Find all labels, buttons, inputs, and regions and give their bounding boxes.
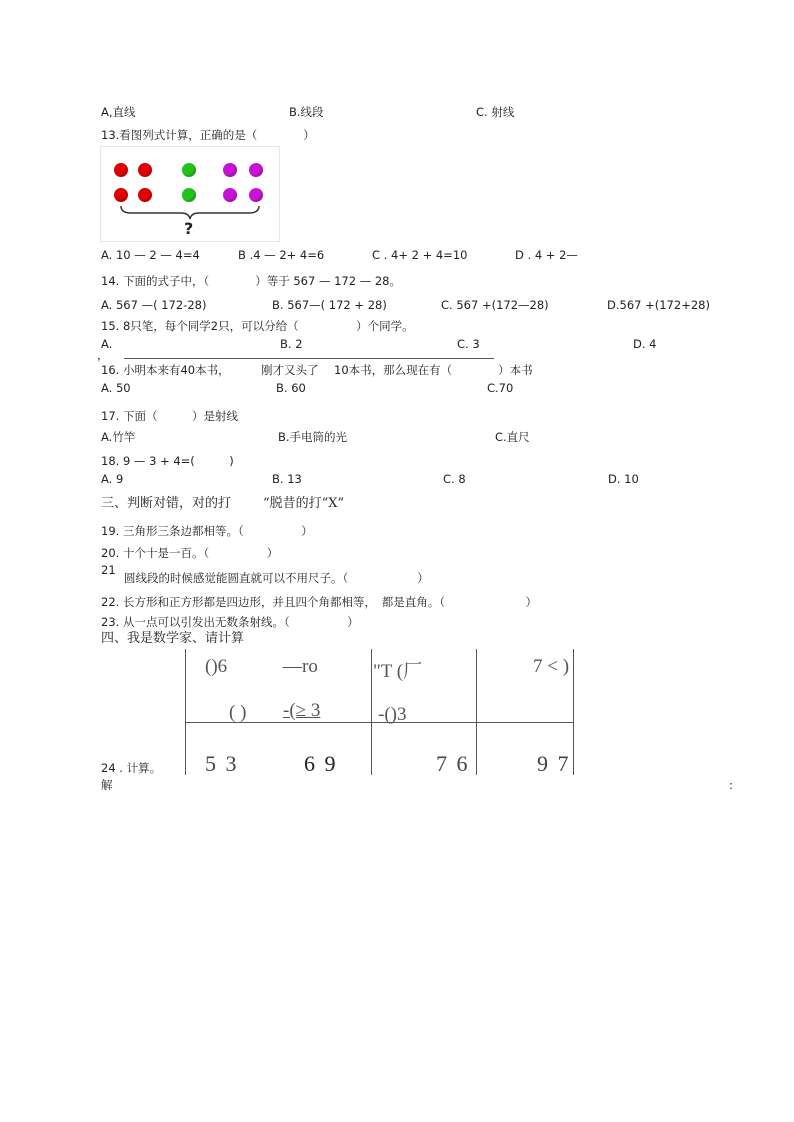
calc-cell: 7 6	[436, 751, 470, 776]
q13-stem: 13.看图列式计算，正确的是（ ）	[101, 128, 315, 142]
q15-option-d: D. 4	[633, 337, 657, 351]
grid-vertical-line	[185, 649, 186, 775]
q24-colon: :	[729, 778, 733, 792]
q17-stem: 17. 下面（ ）是射线	[101, 409, 238, 423]
q16-option-c: C.70	[487, 381, 514, 395]
grid-vertical-line	[573, 649, 574, 775]
q15-comma: ，	[97, 348, 109, 362]
q12-option-c: C. 射线	[476, 105, 515, 119]
purple-dot	[249, 188, 263, 202]
q16-stem-part1: 16. 小明本来有40本书，	[101, 363, 230, 377]
purple-dot	[249, 163, 263, 177]
q18-option-a: A. 9	[101, 472, 124, 486]
purple-dot	[223, 163, 237, 177]
q14-option-b: B. 567—( 172 + 28)	[272, 298, 387, 312]
q18-option-d: D. 10	[608, 472, 639, 486]
q18-option-c: C. 8	[443, 472, 466, 486]
q18-option-b: B. 13	[272, 472, 302, 486]
figure-question-mark: ?	[184, 219, 194, 238]
q21-text: 圆线段的时候感觉能圆直就可以不用尺子。（ ）	[124, 571, 429, 585]
q16-option-b: B. 60	[276, 381, 306, 395]
q13-option-c: C . 4+ 2 + 4=10	[372, 248, 468, 262]
q19: 19. 三角形三条边都相等。（ ）	[101, 524, 313, 538]
q16-option-a: A. 50	[101, 381, 131, 395]
q16-stem-part3: 10本书，那么现在有（ ）本书	[334, 363, 533, 377]
red-dot	[114, 163, 128, 177]
calc-cell: 9 7	[537, 751, 571, 776]
q13-option-a: A. 10 — 2 — 4=4	[101, 248, 200, 262]
green-dot	[182, 188, 196, 202]
q15-underline	[124, 358, 494, 359]
calc-cell: 5 3	[205, 751, 239, 776]
q15-option-b: B. 2	[280, 337, 303, 351]
q13-option-b: B .4 — 2+ 4=6	[238, 248, 325, 262]
q16-stem-part2: 刚才又头了	[261, 363, 319, 377]
green-dot	[182, 163, 196, 177]
q14-option-c: C. 567 +(172—28)	[441, 298, 549, 312]
section3-title-suffix: “脱昔的打“X”	[263, 496, 345, 511]
q17-option-c: C.直尺	[495, 430, 530, 444]
grid-vertical-line	[476, 649, 477, 775]
calc-cell: 6 9	[304, 751, 338, 776]
q17-option-a: A.竹竿	[101, 430, 136, 444]
q15-option-a: A.	[101, 337, 113, 351]
q22: 22. 长方形和正方形都是四边形，并且四个角都相等， 都是直角。（ ）	[101, 595, 537, 609]
red-dot	[114, 188, 128, 202]
calc-cell: ()6	[205, 656, 228, 677]
q14-stem: 14. 下面的式子中，（ ）等于 567 — 172 — 28。	[101, 274, 402, 288]
section4-title: 四、我是数学家、请计算	[101, 631, 245, 646]
q12-option-b: B.线段	[289, 105, 324, 119]
red-dot	[138, 188, 152, 202]
q23: 23. 从一点可以引发出无数条射线。（ ）	[101, 615, 359, 629]
q20: 20. 十个十是一百。（ ）	[101, 546, 279, 560]
calc-cell: ( )	[229, 702, 247, 723]
q13-option-d: D . 4 + 2—	[515, 248, 578, 262]
q17-option-b: B.手电筒的光	[278, 430, 348, 444]
q14-option-d: D.567 +(172+28)	[607, 298, 710, 312]
calc-cell: —ro	[283, 656, 318, 677]
grid-vertical-line	[371, 649, 372, 775]
q24-label: 24 . 计算。	[101, 761, 162, 775]
q21-number: 21	[101, 563, 116, 577]
section3-title: 三、判断对错，对的打	[101, 496, 232, 511]
q15-stem: 15. 8只笔，每个同学2只，可以分给（ ）个同学。	[101, 319, 414, 333]
red-dot	[138, 163, 152, 177]
q14-option-a: A. 567 —( 172-28)	[101, 298, 207, 312]
calc-cell: -(≥ 3	[283, 700, 321, 721]
q15-option-c: C. 3	[457, 337, 480, 351]
q24-solve: 解	[101, 778, 113, 792]
purple-dot	[223, 188, 237, 202]
calc-cell: "T (厂	[373, 661, 423, 682]
q12-option-a: A,直线	[101, 105, 136, 119]
q18-stem: 18. 9 — 3 + 4=( )	[101, 454, 234, 468]
calc-cell: -()3	[378, 704, 407, 725]
dots-figure	[100, 146, 280, 242]
calc-cell: 7 < )	[533, 656, 570, 677]
